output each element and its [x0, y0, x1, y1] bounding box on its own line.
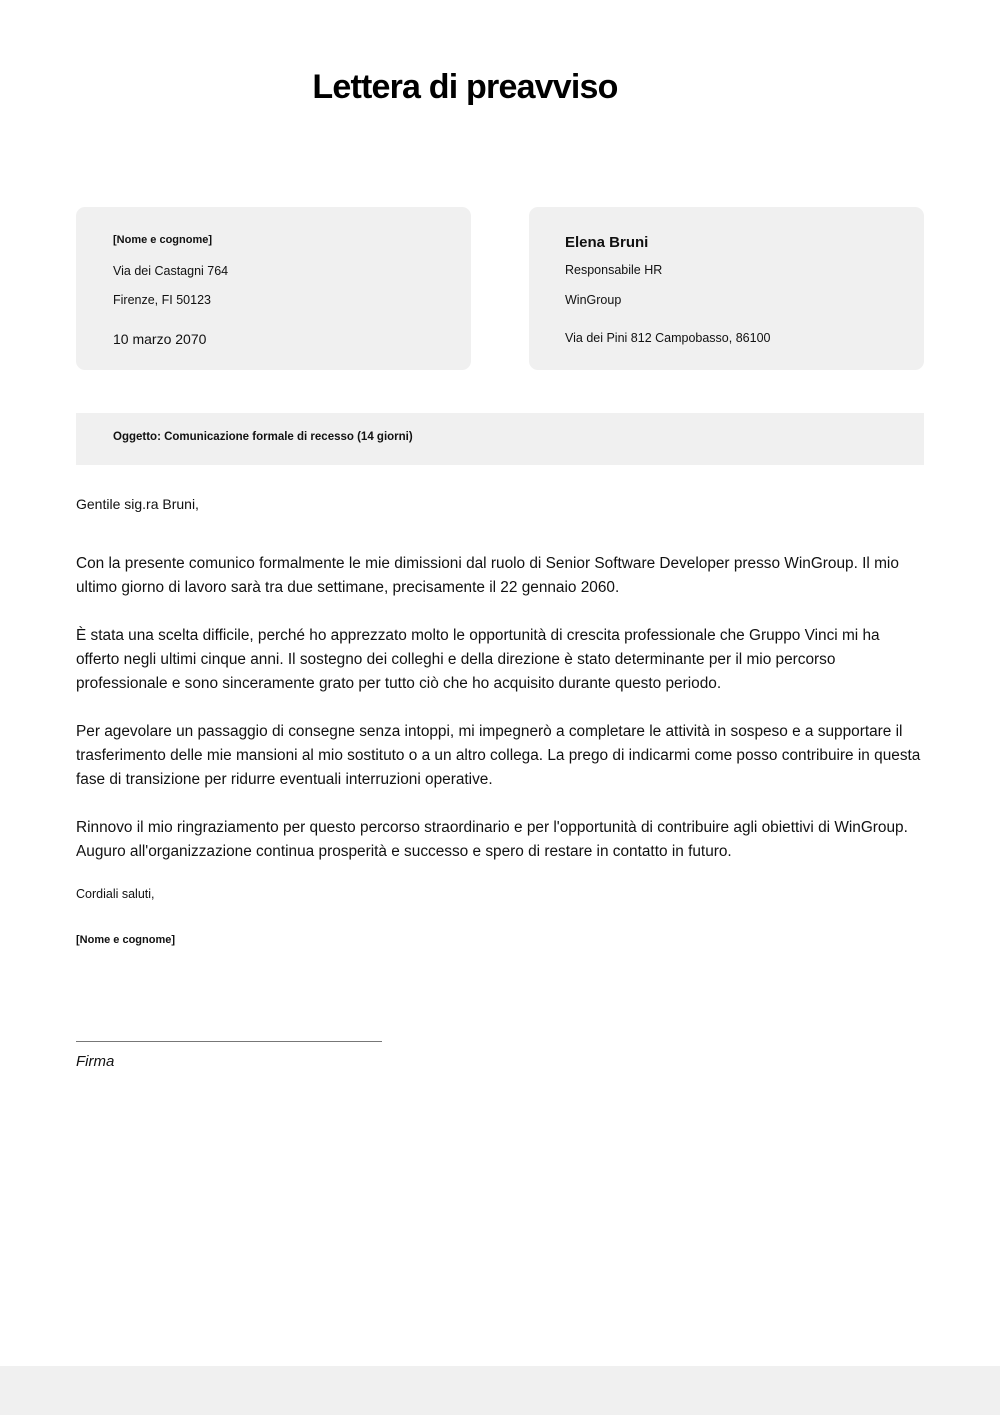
- salutation: Gentile sig.ra Bruni,: [76, 496, 199, 512]
- sender-name: [Nome e cognome]: [113, 234, 213, 246]
- sender-card: [76, 207, 471, 370]
- recipient-card: [529, 207, 924, 370]
- closing-name: [Nome e cognome]: [76, 934, 176, 946]
- recipient-name: Elena Bruni: [565, 234, 649, 251]
- recipient-role: Responsabile HR: [565, 263, 663, 277]
- letter-date: 10 marzo 2070: [113, 331, 207, 347]
- body-paragraph: Rinnovo il mio ringraziamento per questo percorso straordinario e per l'opportunità di contribuire agli obiettivi di WinGroup. Auguro all'organizzazione continua prosperità e successo e spero di restare in contatto in futuro.: [76, 819, 908, 860]
- letter-body: [76, 552, 926, 888]
- closing-greeting: Cordiali saluti,: [76, 887, 155, 901]
- sender-street: Via dei Castagni 764: [113, 264, 229, 278]
- signature-label: Firma: [76, 1053, 115, 1070]
- letter-title: Lettera di preavviso: [312, 68, 618, 106]
- subject-bar: [76, 413, 924, 465]
- signature-line: [76, 1041, 382, 1042]
- subject-line: Oggetto: Comunicazione formale di recesso (14 giorni): [113, 431, 413, 443]
- body-paragraph: È stata una scelta difficile, perché ho apprezzato molto le opportunità di crescita professionale che Gruppo Vinci mi ha offerto negli ultimi cinque anni. Il sostegno dei colleghi e della direzione è stato determinante per il mio percorso professionale e sono sinceramente grato per tutto ciò che ho acquisito durante questo periodo.: [76, 627, 880, 692]
- footer-band: [0, 1366, 1000, 1415]
- body-paragraph: Con la presente comunico formalmente le mie dimissioni dal ruolo di Senior Software Developer presso WinGroup. Il mio ultimo giorno di lavoro sarà tra due settimane, precisamente il 22 gennaio 2060.: [76, 555, 899, 596]
- body-paragraph: Per agevolare un passaggio di consegne senza intoppi, mi impegnerò a completare le attività in sospeso e a supportare il trasferimento delle mie mansioni al mio sostituto o a un altro collega. La prego di indicarmi come posso contribuire in questa fase di transizione per ridurre eventuali interruzioni operative.: [76, 723, 921, 788]
- recipient-company: WinGroup: [565, 293, 622, 307]
- recipient-address: Via dei Pini 812 Campobasso, 86100: [565, 331, 771, 345]
- sender-city: Firenze, FI 50123: [113, 293, 211, 307]
